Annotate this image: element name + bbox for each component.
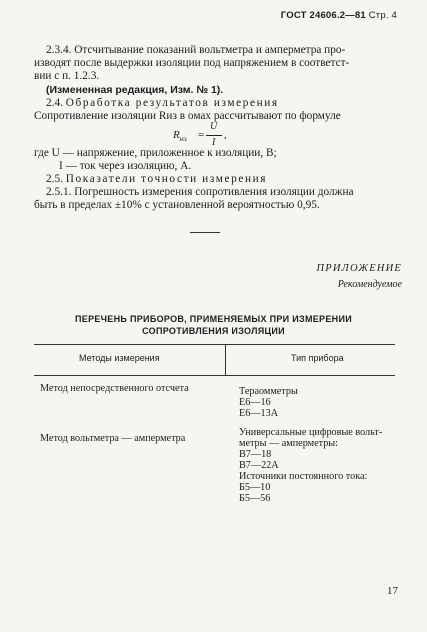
paragraph-resistance-formula-intro: Сопротивление изоляции Rиз в омах рассчитывают по формуле: [34, 110, 341, 122]
table-cell-device: Е6—16: [239, 397, 271, 408]
table-cell-device: Тераомметры: [239, 386, 298, 397]
formula-denominator: I: [212, 137, 216, 148]
standard-number: ГОСТ 24606.2—81: [280, 10, 366, 21]
paragraph-2-3-4-line-1: 2.3.4. Отсчитывание показаний вольтметра и амперметра про-: [46, 44, 346, 56]
table-header-bottom-border: [34, 375, 395, 376]
formula-equals: =: [198, 129, 205, 141]
table-header-device-type: Тип прибора: [291, 353, 344, 363]
table-cell-device: Универсальные цифровые вольт-: [239, 427, 383, 438]
table-cell-device: В7—18: [239, 449, 272, 460]
table-column-divider: [225, 344, 226, 375]
section-2-4-heading: [46, 97, 279, 110]
table-cell-method: Метод вольтметра — амперметра: [40, 433, 186, 444]
paragraph-2-5-1-line-2: быть в пределах ±10% с установленной вероятностью 0,95.: [34, 199, 320, 211]
revision-note: (Измененная редакция, Изм. № 1).: [46, 84, 224, 96]
formula-fraction-bar: [206, 135, 222, 136]
section-2-5-heading: [46, 173, 267, 186]
paragraph-2-3-4-line-3: вии с п. 1.2.3.: [34, 70, 100, 82]
formula-lhs: $R_{из}$: [173, 129, 187, 144]
table-cell-device: В7—22А: [239, 460, 279, 471]
table-cell-device: Б5—10: [239, 482, 271, 493]
section-separator: [190, 232, 220, 233]
page-header: [281, 10, 397, 21]
where-line-current: I — ток через изоляцию, А.: [59, 160, 192, 172]
paragraph-2-5-1-line-1: 2.5.1. Погрешность измерения сопротивления изоляции должна: [46, 186, 354, 198]
appendix-label: ПРИЛОЖЕНИЕ: [316, 263, 402, 274]
where-line-voltage: где U — напряжение, приложенное к изоляции, В;: [34, 147, 277, 159]
section-2-4-title: Обработка результатов измерения: [65, 97, 279, 109]
formula-comma: ,: [224, 129, 227, 141]
table-title-line-1: ПЕРЕЧЕНЬ ПРИБОРОВ, ПРИМЕНЯЕМЫХ ПРИ ИЗМЕРЕНИИ: [75, 314, 352, 324]
table-cell-device: Источники постоянного тока:: [239, 471, 368, 482]
table-header-methods: Методы измерения: [79, 353, 160, 363]
paragraph-2-3-4-line-2: изводят после выдержки изоляции под напряжением в соответст-: [34, 57, 350, 69]
formula-numerator: U: [210, 121, 218, 132]
section-2-4-number: 2.4.: [46, 97, 63, 109]
page-reference: Стр. 4: [368, 10, 397, 21]
table-top-border: [34, 344, 395, 345]
page-number: 17: [387, 585, 398, 597]
appendix-status: Рекомендуемое: [337, 279, 402, 290]
table-cell-method: Метод непосредственного отсчета: [40, 383, 189, 394]
table-cell-device: метры — амперметры:: [239, 438, 338, 449]
table-cell-device: Е6—13А: [239, 408, 279, 419]
table-title-line-2: СОПРОТИВЛЕНИЯ ИЗОЛЯЦИИ: [142, 326, 285, 336]
section-2-5-title: Показатели точности измерения: [65, 173, 268, 185]
table-cell-device: Б5—56: [239, 493, 271, 504]
section-2-5-number: 2.5.: [46, 173, 63, 185]
